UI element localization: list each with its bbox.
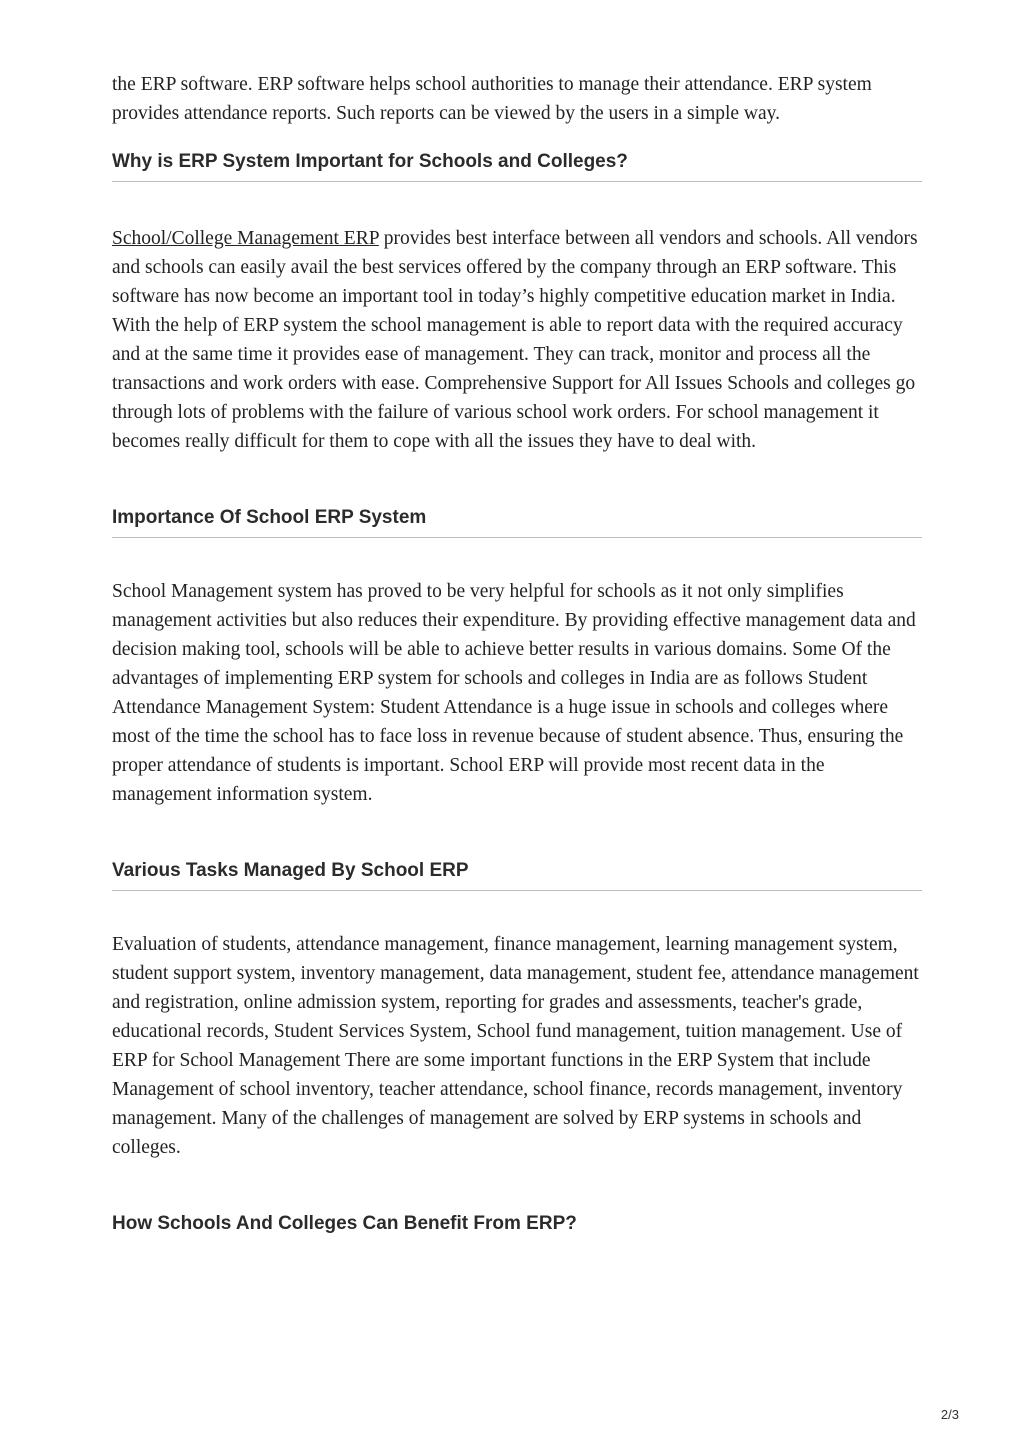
intro-paragraph: the ERP software. ERP software helps school authorities to manage their attendance. ERP system provides attendance reports. Such reports can be viewed by the users in a simple way. bbox=[112, 74, 872, 124]
section-various-tasks bbox=[112, 859, 922, 1162]
document-page bbox=[112, 70, 922, 1243]
section-heading-benefit: How Schools And Colleges Can Benefit From ERP? bbox=[112, 1213, 577, 1234]
section-paragraph-importance: School Management system has proved to be very helpful for schools as it not only simplifies management activities but also reduces their expenditure. By providing effective management data and decision making tool, schools will be able to achieve better results in various domains. Some Of the advantages of implementing ERP system for schools and colleges in India are as follows Student Attendance Management System: Student Attendance is a huge issue in schools and colleges where most of the time the school has to face loss in revenue because of student absence. Thus, ensuring the proper attendance of students is important. School ERP will provide most recent data in the management information system. bbox=[112, 581, 916, 805]
section-heading-why-erp: Why is ERP System Important for Schools and Colleges? bbox=[112, 150, 922, 182]
section-paragraph-why-erp bbox=[112, 224, 922, 456]
section-body-why-erp: provides best interface between all vendors and schools. All vendors and schools can easily avail the best services offered by the company through an ERP software. This software has now become an important tool in today’s highly competitive education market in India. With the help of ERP system the school management is able to report data with the required accuracy and at the same time it provides ease of management. They can track, monitor and process all the transactions and work orders with ease. Comprehensive Support for All Issues Schools and colleges go through lots of problems with the failure of various school work orders. For school management it becomes really difficult for them to cope with all the issues they have to deal with. bbox=[112, 228, 918, 452]
section-benefit bbox=[112, 1212, 922, 1243]
page-number: 2/3 bbox=[940, 1407, 959, 1422]
section-heading-various-tasks: Various Tasks Managed By School ERP bbox=[112, 859, 922, 891]
section-why-erp bbox=[112, 150, 922, 456]
section-importance bbox=[112, 506, 922, 809]
section-heading-importance: Importance Of School ERP System bbox=[112, 506, 922, 538]
school-college-management-erp-link[interactable]: School/College Management ERP bbox=[112, 228, 379, 249]
section-paragraph-various-tasks: Evaluation of students, attendance management, finance management, learning management system, student support system, inventory management, data management, student fee, attendance management and registration, online admission system, reporting for grades and assessments, teacher's grade, educational records, Student Services System, School fund management, tuition management. Use of ERP for School Management There are some important functions in the ERP System that include Management of school inventory, teacher attendance, school finance, records management, inventory management. Many of the challenges of management are solved by ERP systems in schools and colleges. bbox=[112, 934, 919, 1158]
